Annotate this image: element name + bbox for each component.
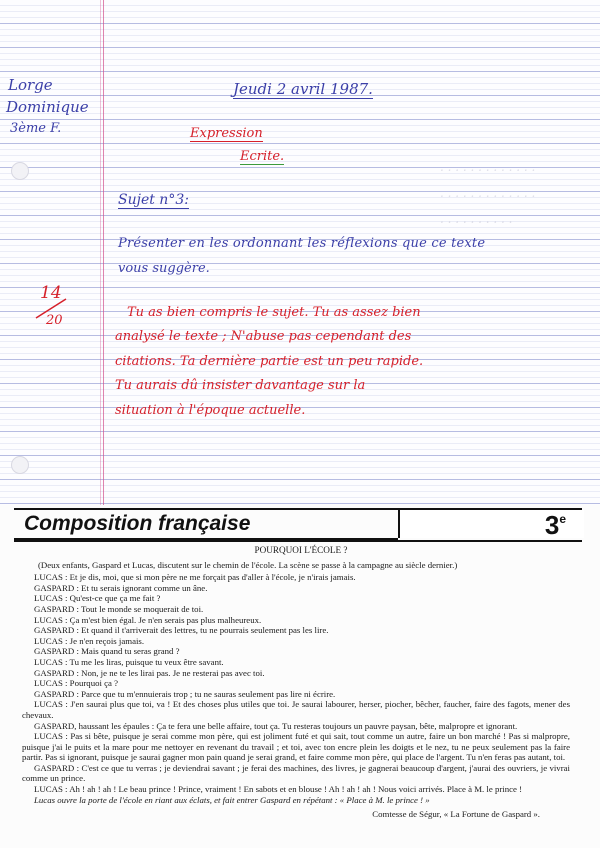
- clipping-attribution: Comtesse de Ségur, « La Fortune de Gaspard ».: [372, 809, 540, 820]
- level-box: [398, 510, 584, 538]
- heading-expression: Expression: [190, 126, 263, 141]
- dialogue-line: GASPARD, haussant les épaules : Ça te fera une belle affaire, tout ça. Tu resteras toujours un pauvre paysan, bête, malpropre et ignorant.: [34, 720, 518, 731]
- dialogue-line: LUCAS : Ça m'est bien égal. Je n'en serais pas plus malheureux.: [34, 614, 262, 625]
- heading-ecrite: Ecrite.: [240, 149, 285, 164]
- dialogue-line: GASPARD : Mais quand tu seras grand ?: [34, 646, 180, 657]
- clipping-intro: (Deux enfants, Gaspard et Lucas, discutent sur le chemin de l'école. La scène se passe à la campagne au siècle dernier.): [38, 559, 458, 570]
- dialogue-line: GASPARD : Et tu serais ignorant comme un âne.: [34, 582, 208, 593]
- banner-separator: [14, 538, 398, 540]
- dialogue-line: GASPARD : Non, je ne te les lirai pas. Je ne resterai pas avec toi.: [34, 667, 265, 678]
- dialogue-line: GASPARD : Et quand il t'arriverait des lettres, tu ne pourrais seulement pas les lire.: [34, 625, 329, 636]
- clipping-banner-title: Composition française: [24, 512, 251, 535]
- student-class: 3ème F.: [10, 121, 62, 136]
- clipping-title: POURQUOI L'ÉCOLE ?: [254, 545, 348, 555]
- grade-score: 14: [40, 283, 62, 303]
- stage-direction: Lucas ouvre la porte de l'école en riant aux éclats, et fait entrer Gaspard en répétant : « Place à M. le prince ! »: [34, 794, 430, 805]
- student-name-line2: Dominique: [6, 98, 89, 116]
- dialogue-line: GASPARD : Tout le monde se moquerait de toi.: [34, 603, 204, 614]
- dialogue-line: LUCAS : Pourquoi ça ?: [34, 678, 119, 689]
- teacher-comment-line1: Tu as bien compris le sujet. Tu as assez bien: [127, 305, 421, 320]
- show-through-text: . . . . . . . . . .: [440, 212, 513, 226]
- dialogue-line: LUCAS : Tu me les liras, puisque tu veux être savant.: [34, 656, 224, 667]
- teacher-comment-line5: situation à l'époque actuelle.: [115, 403, 306, 418]
- grade-out-of: 20: [46, 313, 63, 328]
- clipping-text: [22, 545, 570, 820]
- teacher-comment-line4: Tu aurais dû insister davantage sur la: [115, 378, 366, 393]
- subject-label: Sujet n°3:: [118, 192, 189, 208]
- show-through-text: . . . . . . . . . . . . .: [440, 186, 536, 200]
- teacher-comment-line2: analysé le texte ; N'abuse pas cependant des: [115, 329, 412, 344]
- student-name-line1: Lorge: [8, 76, 53, 94]
- essay-date: Jeudi 2 avril 1987.: [233, 80, 373, 98]
- dialogue-line: LUCAS : Qu'est-ce que ça me fait ?: [34, 593, 161, 604]
- dialogue-line: GASPARD : C'est ce que tu verras ; je deviendrai savant ; je ferai des machines, des livres, je gagnerai beaucoup d'argent, j'aurai des ouvriers, je vivrai comme un prince.: [22, 762, 570, 784]
- punch-hole: [11, 456, 29, 474]
- teacher-comment-line3: citations. Ta dernière partie est un peu rapide.: [115, 354, 424, 369]
- dialogue-line: LUCAS : J'en saurai plus que toi, va ! Et des choses plus utiles que toi. Je saurai labourer, herser, piocher, bêcher, faucher, faire des fagots, mener des chevaux.: [22, 699, 570, 720]
- dialogue-line: GASPARD : Parce que tu m'ennuierais trop ; tu ne sauras seulement pas lire ni écrire.: [34, 688, 336, 699]
- dialogue-line: LUCAS : Et je dis, moi, que si mon père ne me forçait pas d'aller à l'école, je n'irais jamais.: [34, 572, 356, 583]
- margin-line: [103, 0, 104, 505]
- dialogue-line: LUCAS : Pas si bête, puisque je serai comme mon père, qui est joliment futé et qui sait, tout comme un autre, faire un bon marché ! Pas si malpropre, puisque j'ai le puits et la mare pour me nettoyer en revenant du travail ; et toi, avec ton encre plein les doigts et le nez, tu ne peux seulement pas la faire partir. Pas si ignorant, puisque je saurai gagner mon pain quand je serai grand, et faire comme mon père, qui place de l'argent. Tu n'en feras pas autant, toi.: [22, 731, 570, 763]
- show-through-text: . . . . . . . . . . . . .: [440, 160, 536, 174]
- dialogue-line: LUCAS : Ah ! ah ! ah ! Le beau prince ! Prince, vraiment ! En sabots et en blouse ! Ah ! ah ! ah ! Nous voici arrivés. Place à M. le prince !: [34, 784, 523, 795]
- punch-hole: [11, 162, 29, 180]
- subject-text-line1: Présenter en les ordonnant les réflexions que ce texte: [118, 236, 486, 251]
- dialogue-line: LUCAS : Je n'en reçois jamais.: [34, 635, 145, 646]
- level-label: 3e: [544, 510, 566, 540]
- subject-text-line2: vous suggère.: [118, 261, 210, 276]
- margin-line-secondary: [100, 0, 101, 505]
